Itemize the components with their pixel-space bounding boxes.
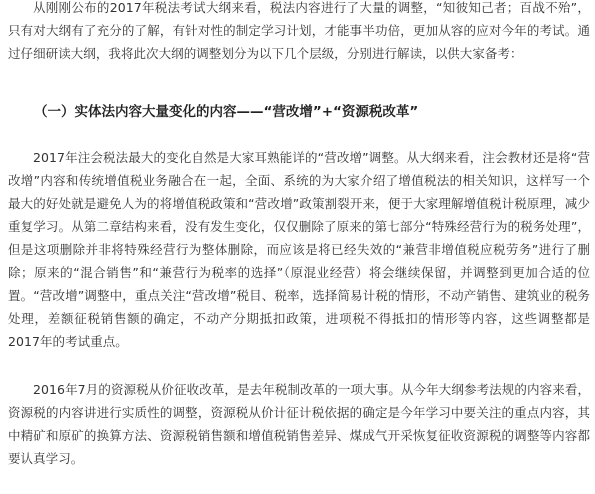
vat-reform-paragraph: 2017年注会税法最大的变化自然是大家耳熟能详的“营改增”调整。从大纲来看，注会教材还是将“营改增”内容和传统增值税业务融合在一起，全面、系统的为大家介绍了增值税法的相关知识，这样写一个最大的好处就是避免人为的将增值税政策和“营改增”政策割裂开来，便于大家理解增值税计税原理，减少重复学习。从第二章结构来看，没有发生变化，仅仅删除了原来的第七部分“特殊经营行为的税务处理”，但是这项删除并非将特殊经营行为整体删除，而应该是将已经失效的“兼营非增值税应税劳务”进行了删除；原来的“混合销售”和“兼营行为税率的选择”（原混业经营）将会继续保留，并调整到更加合适的位置。“营改增”调整中，重点关注“营改增”税目、税率，选择简易计税的情形，不动产销售、建筑业的税务处理，差额征税销售额的确定，不动产分期抵扣政策，进项税不得抵扣的情形等内容，这些调整都是2017年的考试重点。 [8, 150, 590, 349]
section-heading: （一）实体法内容大量变化的内容——“营改增”+“资源税改革” [34, 104, 419, 120]
intro-paragraph: 从刚刚公布的2017年税法考试大纲来看，税法内容进行了大量的调整，“知彼知己者；百战不殆”，只有对大纲有了充分的了解，有针对性的制定学习计划，才能事半功倍，更加从容的应对今年的考试。通过仔细研读大纲，我将此次大纲的调整划分为以下几个层级，分别进行解读，以供大家备考： [8, 0, 590, 61]
resource-tax-paragraph: 2016年7月的资源税从价征收改革，是去年税制改革的一项大事。从今年大纲参考法规的内容来看，资源税的内容讲进行实质性的调整，资源税从价计征计税依据的确定是今年学习中要关注的重点内容，其中精矿和原矿的换算方法、资源税销售额和增值税销售差异、煤成气开采恢复征收资源税的调整等内容都要认真学习。 [8, 382, 590, 466]
